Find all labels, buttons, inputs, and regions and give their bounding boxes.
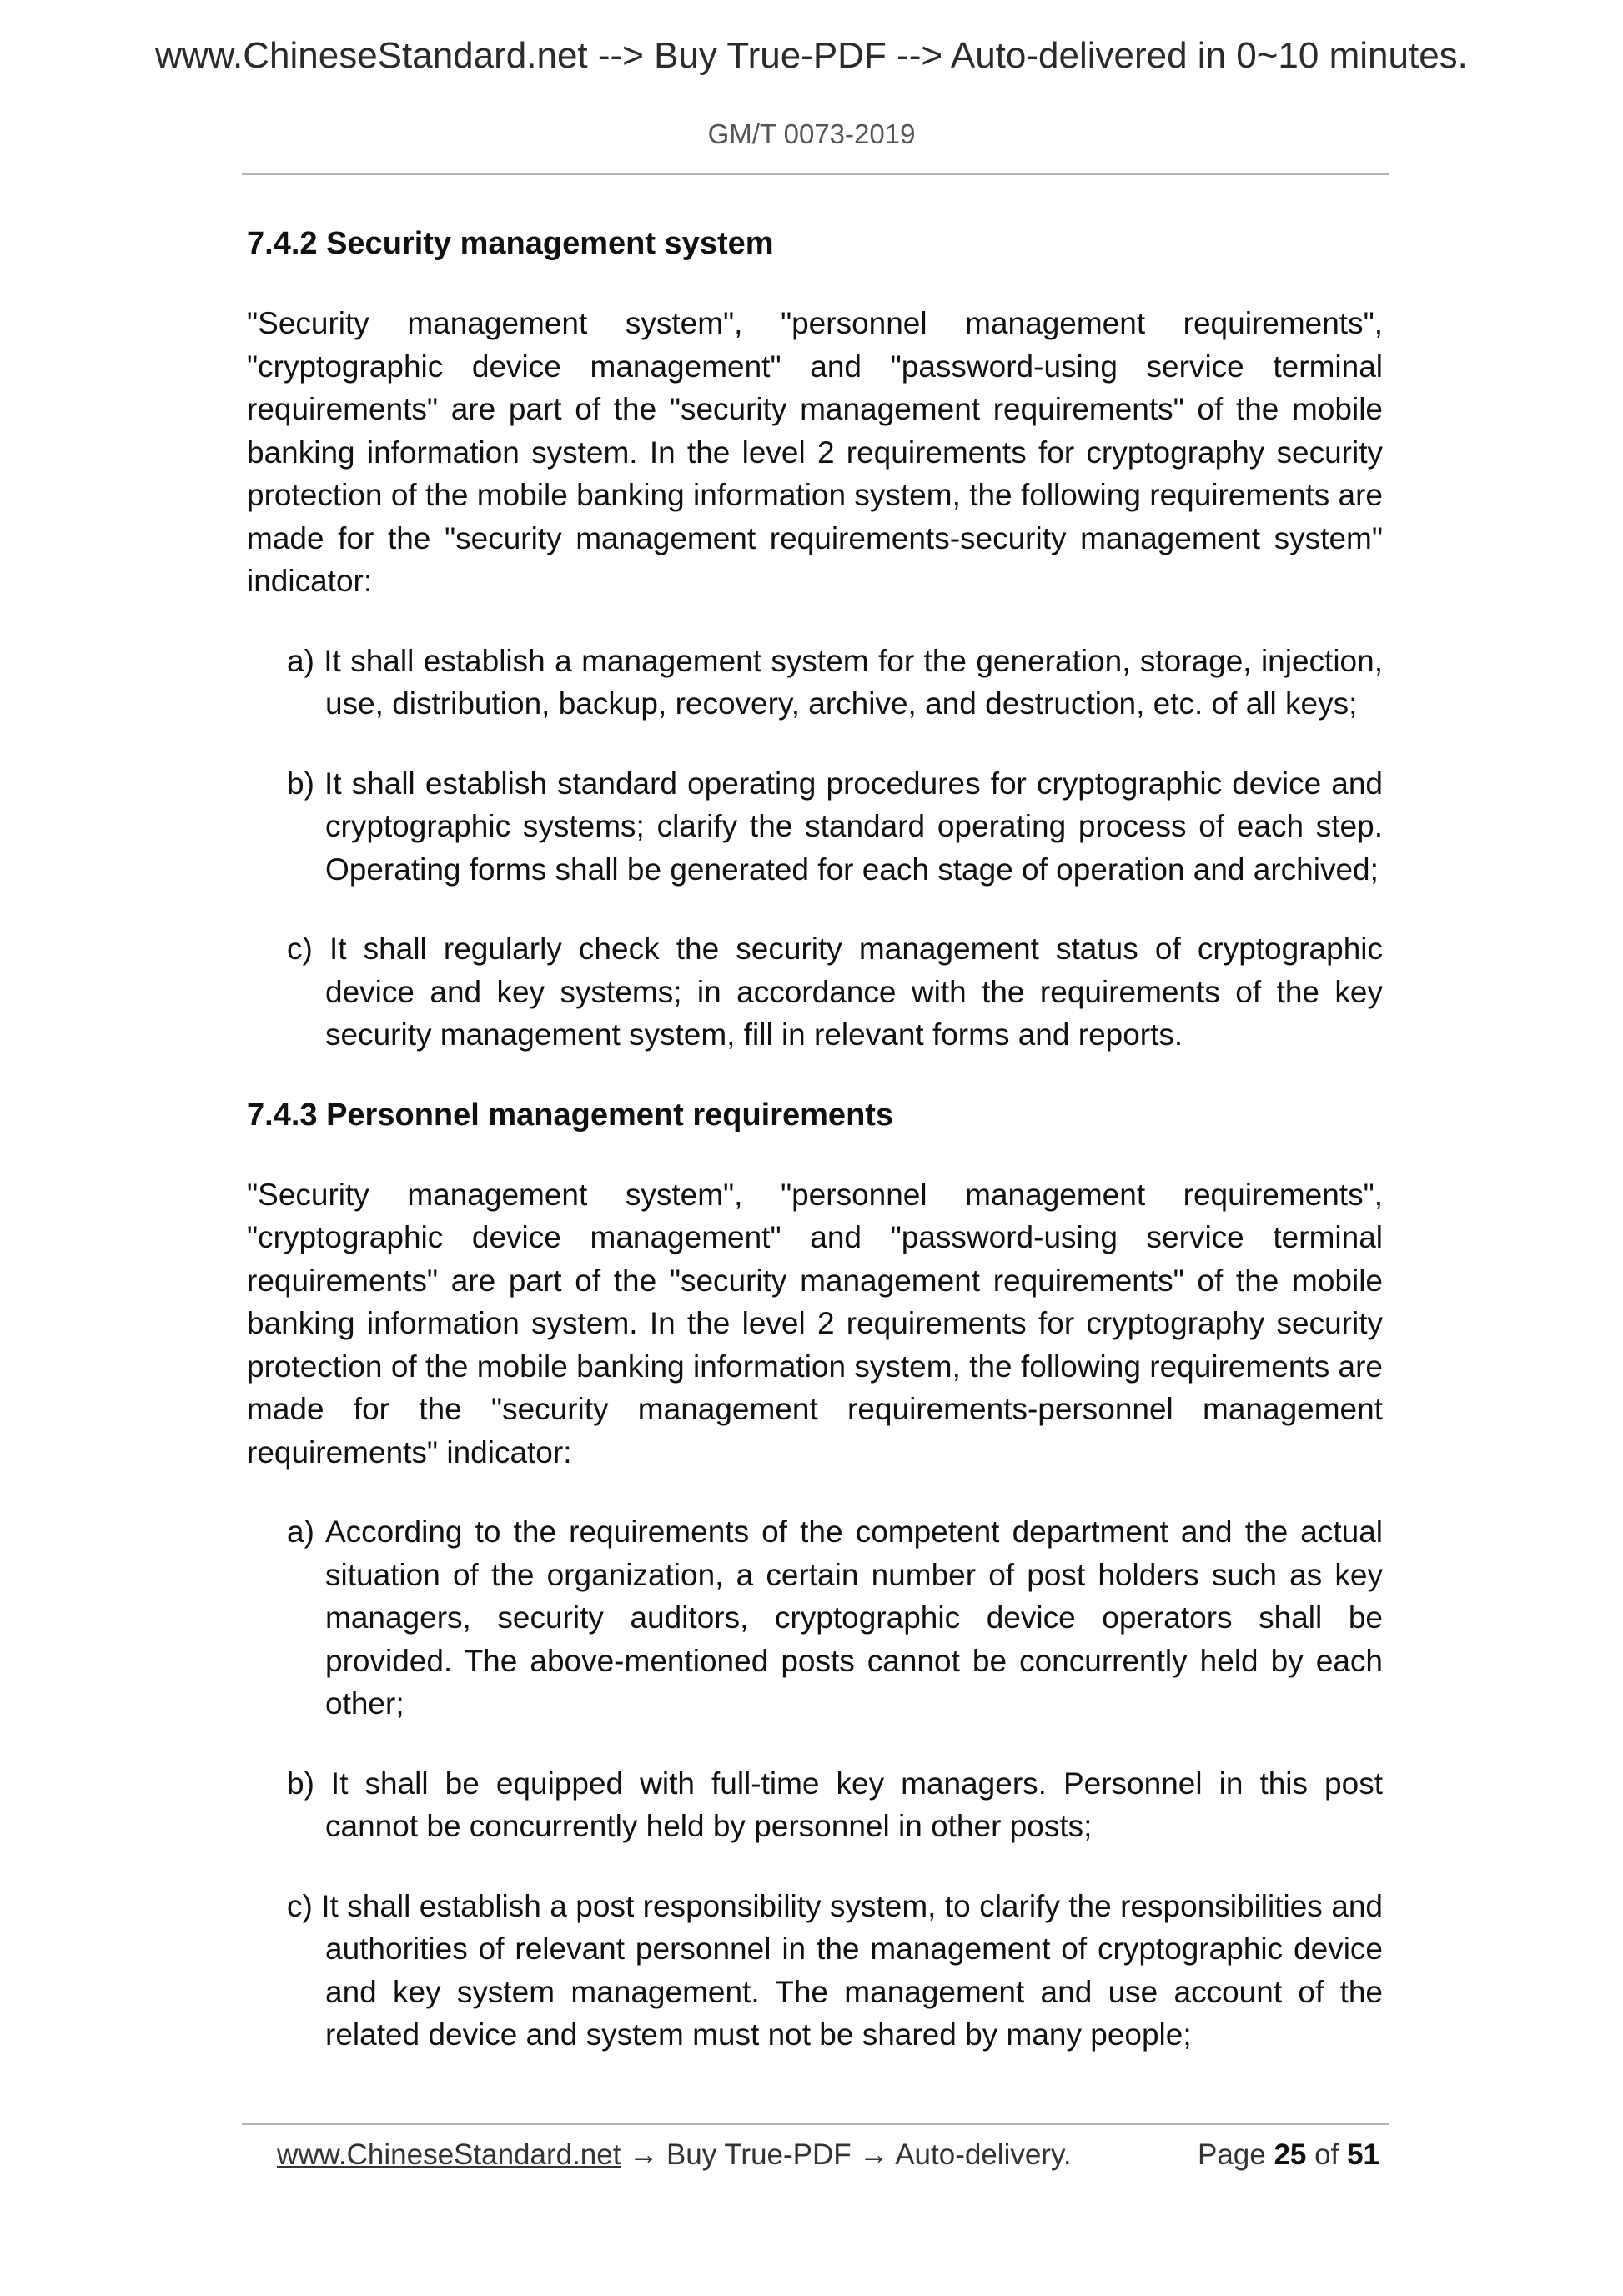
section-heading: 7.4.2 Security management system [247, 226, 774, 261]
header-banner: www.ChineseStandard.net --> Buy True-PDF --> Auto-delivered in 0~10 minutes. [155, 35, 1468, 76]
arrow-right-icon: → [859, 2138, 889, 2171]
footer-site-link[interactable]: www.ChineseStandard.net [277, 2138, 621, 2171]
section-personnel-management-requirements [247, 1093, 1383, 2057]
section-intro-paragraph: "Security management system", "personnel management requirements", "cryptographic device management" and "password-using service terminal requirements" are part of the "security management requirements" of the mobile banking information system. In the level 2 requirements for cryptography security protection of the mobile banking information system, the following requirements are made for the "security management requirements-personnel management requirements" indicator: [247, 1177, 1383, 1470]
main-content [247, 222, 1383, 2093]
list-item: c) It shall regularly check the security management status of cryptographic device and key systems; in accordance with the requirements of the key security management system, fill in relevant forms and reports. [287, 932, 1383, 1052]
footer-divider [242, 2123, 1389, 2125]
section-security-management-system [247, 222, 1383, 1057]
page-indicator [1198, 2138, 1379, 2172]
list-item: b) It shall be equipped with full-time key managers. Personnel in this post cannot be concurrently held by personnel in other posts; [287, 1766, 1383, 1843]
list-item: a) According to the requirements of the competent department and the actual situation of the organization, a certain number of post holders such as key managers, security auditors, cryptographic device operators shall be provided. The above-mentioned posts cannot be concurrently held by each other; [287, 1515, 1383, 1721]
footer-promo [277, 2138, 1072, 2172]
footer-delivery-text: Auto-delivery. [895, 2138, 1072, 2171]
list-item: b) It shall establish standard operating procedures for cryptographic device and cryptographic systems; clarify the standard operating process of each step. Operating forms shall be generated for each stage of operation and archived; [287, 766, 1383, 887]
page-label: Page [1197, 2138, 1266, 2171]
section-intro-paragraph: "Security management system", "personnel management requirements", "cryptographic device management" and "password-using service terminal requirements" are part of the "security management requirements" of the mobile banking information system. In the level 2 requirements for cryptography security protection of the mobile banking information system, the following requirements are made for the "security management requirements-security management system" indicator: [247, 306, 1383, 598]
total-page-number: 51 [1347, 2138, 1379, 2171]
document-number: GM/T 0073-2019 [707, 118, 916, 149]
of-label: of [1314, 2138, 1339, 2171]
section-heading: 7.4.3 Personnel management requirements [247, 1097, 894, 1133]
header-divider [242, 173, 1389, 175]
current-page-number: 25 [1274, 2138, 1307, 2171]
arrow-right-icon: → [629, 2138, 659, 2171]
list-item: c) It shall establish a post responsibility system, to clarify the responsibilities and authorities of relevant personnel in the management of cryptographic device and key system management. The management and use account of the related device and system must not be shared by many people; [287, 1888, 1383, 2052]
footer-buy-text: Buy True-PDF [666, 2138, 852, 2171]
list-item: a) It shall establish a management system for the generation, storage, injection, use, distribution, backup, recovery, archive, and destruction, etc. of all keys; [287, 643, 1383, 721]
